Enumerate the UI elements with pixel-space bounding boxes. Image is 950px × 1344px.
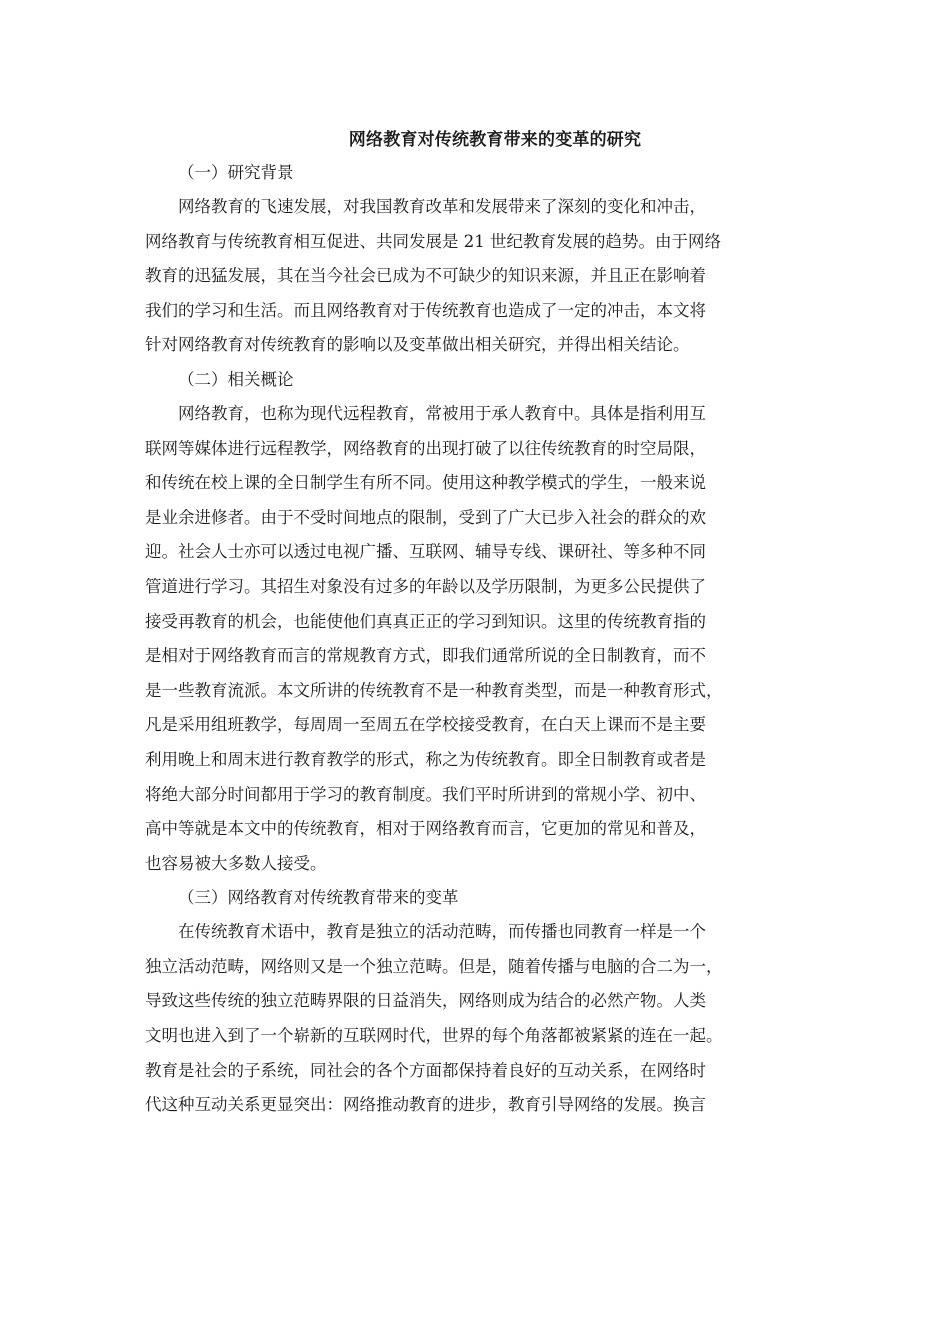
paragraph-line: 教育的迅猛发展，其在当今社会已成为不可缺少的知识来源，并且正在影响着 [145,266,706,286]
paragraph-line: 将绝大部分时间都用于学习的教育制度。我们平时所讲到的常规小学、初中、 [145,784,706,804]
paragraph-line: 网络教育的飞速发展，对我国教育改革和发展带来了深刻的变化和冲击， [178,197,706,216]
section-heading-transformation: （三）网络教育对传统教育带来的变革 [178,888,459,908]
section-paragraph-background [145,190,835,363]
document-title: 网络教育对传统教育带来的变革的研究 [348,130,642,150]
paragraph-line: 是一些教育流派。本文所讲的传统教育不是一种教育类型，而是一种教育形式， [145,680,723,700]
paragraph-line: 针对网络教育对传统教育的影响以及变革做出相关研究，并得出相关结论。 [145,335,690,355]
section-heading-concepts: （二）相关概论 [178,369,294,389]
paragraph-line: 和传统在校上课的全日制学生有所不同。使用这种教学模式的学生，一般来说 [145,473,706,493]
paragraph-line: 利用晚上和周末进行教育教学的形式，称之为传统教育。即全日制教育或者是 [145,749,706,769]
paragraph-line: 在传统教育术语中，教育是独立的活动范畴，而传播也同教育一样是一个 [178,922,706,942]
paragraph-line: 也容易被大多数人接受。 [145,853,327,873]
paragraph-line: 管道进行学习。其招生对象没有过多的年龄以及学历限制，为更多公民提供了 [145,576,706,596]
paragraph-line: 文明也进入到了一个崭新的互联网时代，世界的每个角落都被紧紧的连在一起。 [145,1026,723,1046]
paragraph-line: 网络教育与传统教育相互促进、共同发展是 21 世纪教育发展的趋势。由于网络 [145,231,721,251]
paragraph-line: 教育是社会的子系统，同社会的各个方面都保持着良好的互动关系，在网络时 [145,1060,706,1080]
section-heading-background: （一）研究背景 [178,163,294,182]
paragraph-line: 接受再教育的机会，也能使他们真真正正的学习到知识。这里的传统教育指的 [145,611,706,631]
paragraph-line: 高中等就是本文中的传统教育，相对于网络教育而言，它更加的常见和普及， [145,819,706,839]
paragraph-line: 网络教育，也称为现代远程教育，常被用于承人教育中。具体是指利用互 [178,403,706,423]
section-paragraph-transformation [145,915,835,1123]
paragraph-line: 凡是采用组班教学，每周周一至周五在学校接受教育，在白天上课而不是主要 [145,715,706,735]
paragraph-line: 独立活动范畴，网络则又是一个独立范畴。但是，随着传播与电脑的合二为一， [145,956,723,976]
paragraph-line: 导致这些传统的独立范畴界限的日益消失，网络则成为结合的必然产物。人类 [145,991,706,1011]
paragraph-line: 我们的学习和生活。而且网络教育对于传统教育也造成了一定的冲击，本文将 [145,300,706,320]
document-body [145,124,835,1123]
paragraph-line: 是相对于网络教育而言的常规教育方式，即我们通常所说的全日制教育，而不 [145,646,706,666]
section-paragraph-concepts [145,397,835,881]
paragraph-line: 联网等媒体进行远程教学，网络教育的出现打破了以往传统教育的时空局限， [145,438,706,458]
paragraph-line: 迎。社会人士亦可以透过电视广播、互联网、辅导专线、课研社、等多种不同 [145,542,706,562]
paragraph-line: 代这种互动关系更显突出：网络推动教育的进步，教育引导网络的发展。换言 [145,1095,706,1115]
paragraph-line: 是业余进修者。由于不受时间地点的限制，受到了广大已步入社会的群众的欢 [145,507,706,527]
